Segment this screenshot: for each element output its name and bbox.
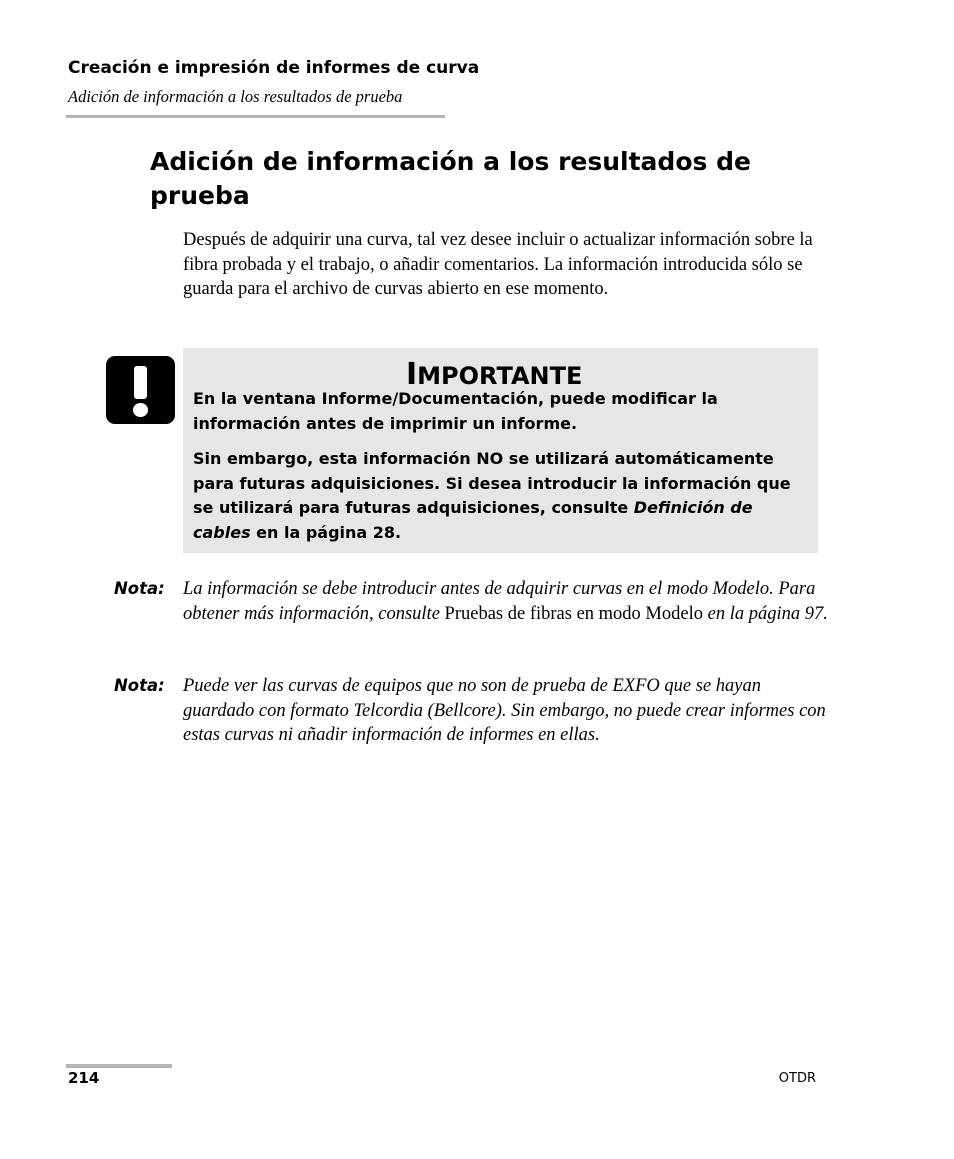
note-label: Nota: <box>114 579 165 598</box>
footer-divider <box>66 1064 172 1068</box>
note-text <box>183 577 833 626</box>
running-header-title: Creación e impresión de informes de curva <box>68 58 480 78</box>
note-1-reference[interactable]: Pruebas de fibras en modo Modelo <box>444 603 703 624</box>
running-header-subtitle: Adición de información a los resultados de prueba <box>68 87 403 106</box>
exclamation-dot <box>133 403 148 417</box>
header-divider <box>66 115 445 118</box>
cross-reference-link[interactable]: Definición de cables <box>193 498 753 542</box>
exclamation-icon <box>106 356 175 424</box>
important-title-rest: MPORTANTE <box>417 362 583 390</box>
important-box <box>183 348 818 553</box>
important-p2-start: Sin embargo, esta información NO se utilizará automáticamente para futuras adquisiciones. Si desea introducir la información que se utilizará para futuras adquisiciones, consulte <box>193 449 791 517</box>
important-paragraph-2 <box>193 447 808 545</box>
important-paragraph-1: En la ventana Informe/Documentación, puede modificar la información antes de imprimir un informe. <box>193 389 718 433</box>
exclamation-bar <box>134 366 147 399</box>
section-heading: Adición de información a los resultados de prueba <box>150 147 751 210</box>
note-1-text-end: en la página 97. <box>702 603 828 624</box>
important-title-initial: I <box>406 357 418 392</box>
important-p2-end: en la página 28. <box>250 522 402 542</box>
note-label: Nota: <box>114 676 165 695</box>
footer-product-name: OTDR <box>778 1071 816 1086</box>
note-text: Puede ver las curvas de equipos que no son de prueba de EXFO que se hayan guardado con formato Telcordia (Bellcore). Sin embargo, no puede crear informes con estas curvas ni añadir información de informes en ellas. <box>183 676 826 745</box>
note-1-text-start: La información se debe introducir antes de adquirir curvas en el modo Modelo. Para obtener más información, consulte <box>183 579 816 624</box>
page-number: 214 <box>68 1069 100 1087</box>
intro-paragraph: Después de adquirir una curva, tal vez desee incluir o actualizar información sobre la fibra probada y el trabajo, o añadir comentarios. La información introducida sólo se guarda para el archivo de curvas abierto en ese momento. <box>183 230 813 300</box>
